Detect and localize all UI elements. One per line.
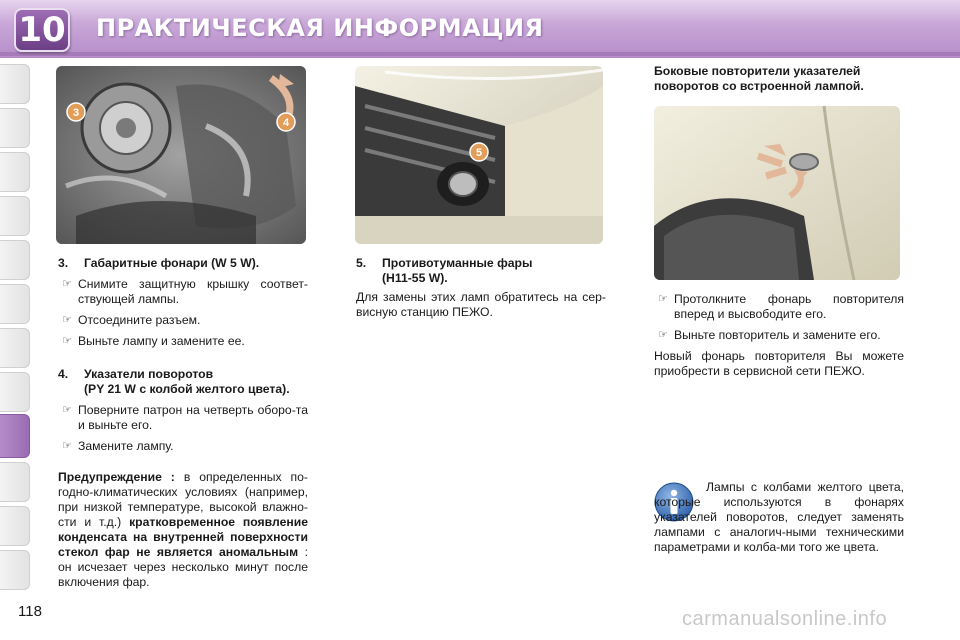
callout-5: 5 [475,147,483,159]
middle-column [356,256,606,320]
chapter-tab[interactable] [0,328,30,368]
chapter-tab[interactable] [0,372,30,412]
bullet-icon: ☞ [62,314,72,326]
item-4-bullet: ☞ Поверните патрон на четверть оборо-та и выньте его. [58,403,308,433]
chapter-tab[interactable] [0,108,30,148]
chapter-title: ПРАКТИЧЕСКАЯ ИНФОРМАЦИЯ [96,14,544,42]
repeater-bullet: ☞ Протолкните фонарь повторителя вперед и высвободите его. [654,292,904,322]
right-column [654,286,904,379]
item-5-text: Для замены этих ламп обратитесь на сер-висную станцию ПЕЖО. [356,290,606,319]
page-header [0,0,960,58]
item-3-bullet: ☞ Отсоедините разъем. [58,313,308,328]
info-note-text: Лампы с колбами желтого цвета, которые используются в фонарях указателей поворотов, следует заменять лампами с аналогич-ными техническими параметрами и колба-ми того же цвета. [654,480,904,554]
repeater-paragraph: Новый фонарь повторителя Вы можете приобрести в сервисной сети ПЕЖО. [654,349,904,378]
chapter-tab[interactable] [0,240,30,280]
chapter-tab[interactable] [0,196,30,236]
item-4-heading: 4. Указатели поворотов (PY 21 W с колбой желтого цвета). [58,367,290,396]
chapter-tabs [0,64,34,584]
callout-3: 3 [72,107,80,119]
chapter-tab[interactable] [0,284,30,324]
repeater-bullet: ☞ Выньте повторитель и замените его. [654,328,904,343]
item-3-bullet: ☞ Снимите защитную крышку соответ-ствующей лампы. [58,277,308,307]
side-repeater-heading: Боковые повторители указателей поворотов со встроенной лампой. [654,64,864,93]
bullet-icon: ☞ [658,293,668,305]
fog-lamp-photo [355,66,603,244]
page-number: 118 [18,603,42,620]
chapter-tab[interactable] [0,506,30,546]
chapter-tab[interactable] [0,462,30,502]
chapter-tab[interactable] [0,152,30,192]
chapter-number-badge: 10 [14,8,70,52]
callout-4: 4 [282,117,290,129]
warning-paragraph: Предупреждение : в определенных по-годно-климатических условиях (например, при низкой температуре, высокой влажно-сти и т.д.) кратковременное появление конденсата на внутренней поверхности стекол фар не является аномальным : он исчезает через несколько минут после включения фар. [58,470,308,589]
item-4-bullet: ☞ Замените лампу. [58,439,308,454]
item-5-heading: 5. Противотуманные фары (H11-55 W). [356,256,533,285]
bullet-icon: ☞ [658,329,668,341]
left-column [58,256,308,590]
header-rule [0,52,960,56]
bullet-icon: ☞ [62,440,72,452]
watermark: carmanualsonline.info [682,608,888,630]
bullet-icon: ☞ [62,335,72,347]
chapter-tab[interactable] [0,64,30,104]
bullet-icon: ☞ [62,404,72,416]
chapter-tab-active[interactable] [0,414,30,458]
item-3-bullet: ☞ Выньте лампу и замените ее. [58,334,308,349]
headlamp-rear-photo [56,66,306,244]
bullet-icon: ☞ [62,278,72,290]
side-repeater-photo [654,106,900,280]
chapter-tab[interactable] [0,550,30,590]
item-3-heading: 3. Габаритные фонари (W 5 W). [58,256,260,270]
